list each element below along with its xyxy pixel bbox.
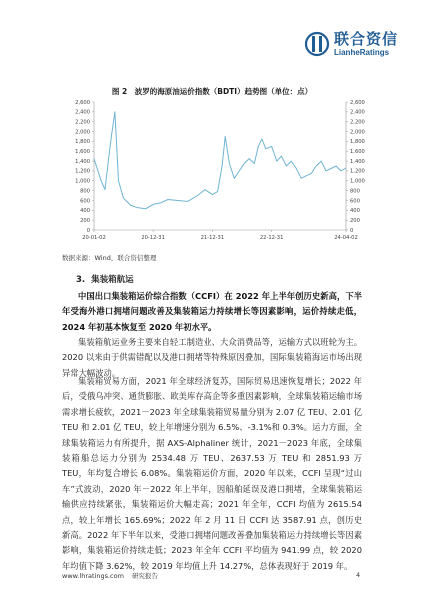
y-tick-label-left: 1,200 (75, 168, 90, 175)
figure-source: 数据来源：Wind，联合资信整理 (62, 254, 157, 262)
y-tick-label-left: 1,600 (75, 149, 90, 156)
y-tick-label-left: 0 (86, 227, 90, 234)
logo-text-cn: 联合资信 (334, 29, 399, 48)
section-number: 3. (76, 275, 86, 285)
section-title: 集装箱航运 (91, 275, 134, 285)
footer-label: 研究报告 (131, 572, 158, 580)
y-tick-label-left: 800 (80, 188, 90, 195)
section-heading (76, 273, 140, 285)
page-number: 4 (356, 571, 361, 579)
x-tick-label: 21-12-31 (200, 235, 225, 241)
y-tick-label-right: 2,200 (350, 119, 365, 126)
y-tick-label-left: 200 (80, 217, 90, 224)
bdti-line-chart (60, 96, 365, 248)
y-tick-label-right: 0 (350, 227, 354, 234)
summary-paragraph: 中国出口集装箱运价综合指数（CCFI）在 2022 年上半年创历史新高，下半年受海外港口拥堵问题改善及集装箱运力持续增长等因素影响，运价持续走低，2024 年初基本恢复至 2020 年初水平。 (62, 291, 362, 332)
y-tick-label-right: 1,400 (350, 158, 365, 165)
y-tick-label-left: 2,400 (75, 109, 90, 116)
logo-mark-icon (304, 30, 330, 58)
figure-caption: 图 2 波罗的海原油运价指数（BDTI）趋势图（单位：点） (111, 87, 313, 96)
y-tick-label-right: 1,200 (350, 168, 365, 175)
y-tick-label-right: 2,400 (350, 109, 365, 116)
x-tick-label: 20-12-31 (141, 235, 165, 241)
x-tick-label: 24-04-02 (334, 235, 358, 241)
body-paragraph-2: 集装箱贸易方面，2021 年全球经济复苏，国际贸易迅速恢复增长；2022 年后，受俄乌冲突、通货膨胀、欧美库存高企等多重因素影响，全球集装箱运输市场需求增长疲软，2021－2023 年全球集装箱贸易量分别为 2.07 亿 TEU、2.01 亿 TEU 和 2.01 亿 TEU，较上年增速分别为 6.5%、-3.1%和 0.3%。运力方面，全球集装箱运力有所提升，据 AXS-Alphaliner 统计，2021－2023 年底，全球集装箱船总运力分别为 2534.48 万 TEU、2637.53 万 TEU 和 2851.93 万 TEU，年均复合增长 6.08%。集装箱运价方面，2020 年以来，CCFI 呈现“过山车”式波动，2020 年－2022 年上半年，因船舶延误及港口拥堵，全球集装箱运输供应持续紧张，集装箱运价大幅走高；2021 年全年，CCFI 均值为 2615.54 点，较上年增长 165.69%；2022 年 2 月 11 日 CCFI 达 3587.91 点，创历史新高。2022 年下半年以来，受港口拥堵问题改善叠加集装箱运力持续增长等因素影响，集装箱运价持续走低；2023 年全年 CCFI 平均值为 941.99 点，较 2020 年均值下降 3.62%，较 2019 年均值上升 14.27%，总体表现好于 2019 年。 (62, 376, 362, 571)
y-tick-label-left: 2,000 (75, 129, 90, 136)
y-tick-label-left: 1,400 (75, 158, 90, 165)
y-tick-label-right: 1,800 (350, 139, 365, 146)
y-tick-label-right: 600 (350, 198, 360, 205)
logo-text-en: LianheRatings (334, 47, 390, 57)
y-tick-label-right: 2,000 (350, 129, 365, 136)
y-tick-label-right: 2,600 (350, 99, 365, 106)
page-footer (62, 571, 166, 580)
y-tick-label-left: 600 (80, 198, 90, 205)
company-logo (304, 30, 398, 58)
y-tick-label-left: 1,000 (75, 178, 90, 185)
bdti-series-line (94, 112, 346, 209)
x-tick-label: 22-12-31 (259, 235, 284, 241)
y-tick-label-right: 1,600 (350, 149, 365, 156)
y-tick-label-right: 800 (350, 188, 360, 195)
x-tick-label: 20-01-02 (82, 235, 106, 241)
y-tick-label-left: 400 (80, 208, 90, 215)
body-paragraph-1: 集装箱航运业务主要来自轻工制造业、大众消费品等，运输方式以班轮为主。2020 以来由于供需错配以及港口拥堵等特殊原因叠加，国际集装箱海运市场出现异常大幅波动。 (62, 337, 362, 378)
footer-url: www.lhratings.com (62, 572, 124, 580)
y-tick-label-right: 1,000 (350, 178, 365, 185)
y-tick-label-left: 2,200 (75, 119, 90, 126)
y-tick-label-left: 2,600 (75, 99, 90, 106)
y-tick-label-right: 400 (350, 208, 360, 215)
y-tick-label-right: 200 (350, 217, 360, 224)
y-tick-label-left: 1,800 (75, 139, 90, 146)
